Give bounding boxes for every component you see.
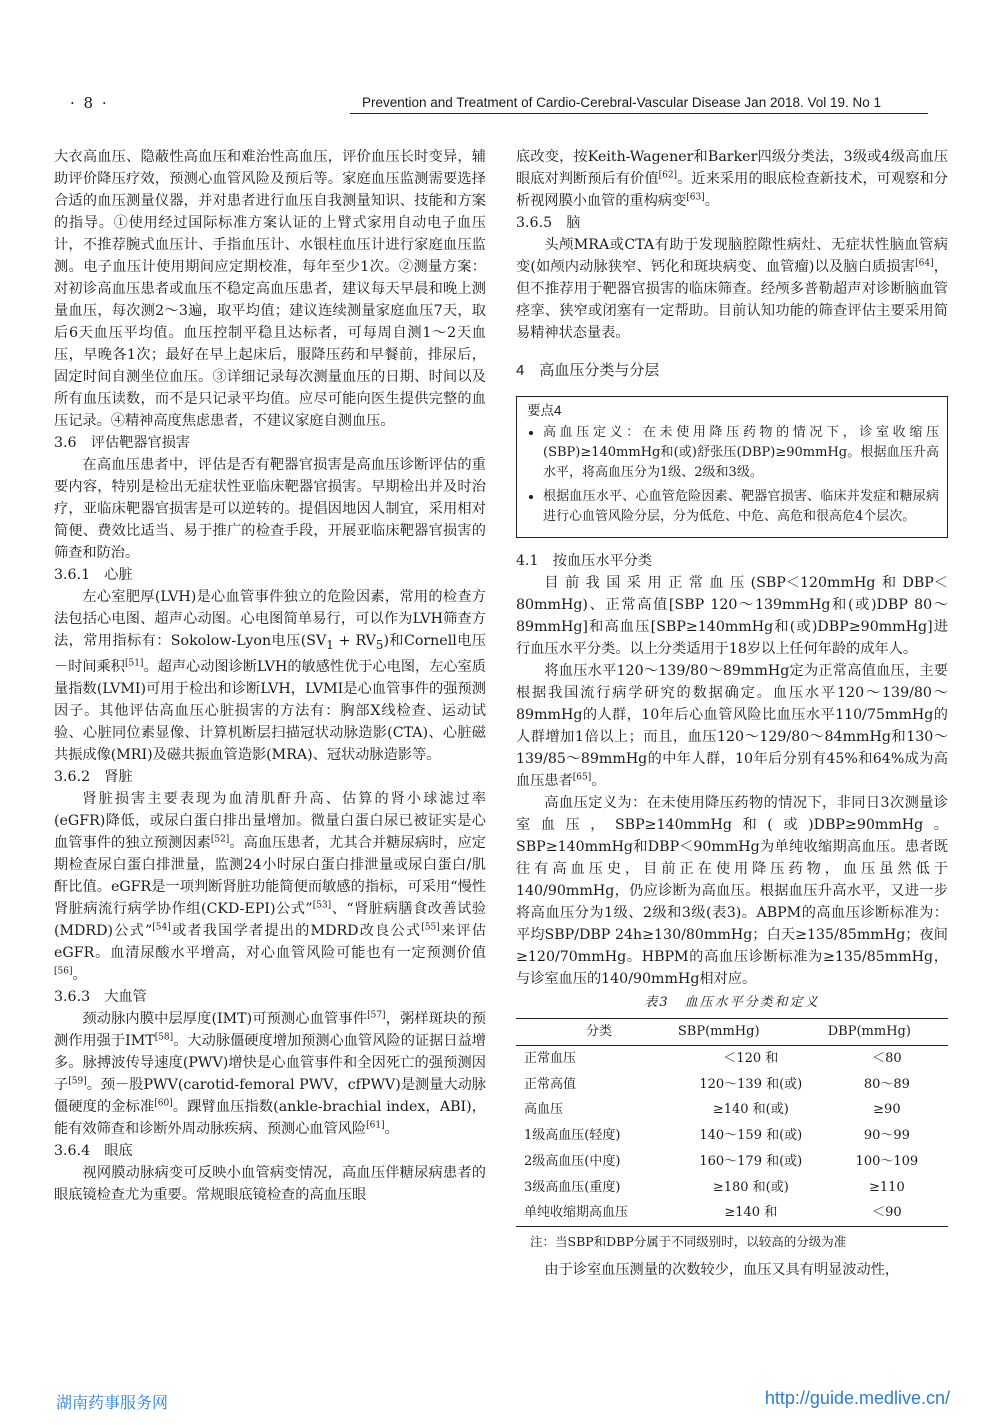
table-cell: 2级高血压(中度) bbox=[524, 1153, 621, 1169]
table-header-row bbox=[516, 1019, 948, 1046]
table-cell: ≥90 bbox=[873, 1102, 901, 1118]
table-row bbox=[516, 1046, 948, 1072]
table-cell: 80～89 bbox=[863, 1076, 910, 1092]
footer-url[interactable]: http://guide.medlive.cn/ bbox=[764, 1388, 950, 1408]
table-cell: 140～159 和(或) bbox=[699, 1128, 803, 1144]
section-3-6-4-heading: 3.6.4 眼底 bbox=[54, 1142, 133, 1159]
table-row bbox=[516, 1175, 948, 1201]
section-3-6-3-heading: 3.6.3 大血管 bbox=[54, 988, 147, 1005]
paragraph-fundus: 视网膜动脉病变可反映小血管病变情况，高血压伴糖尿病患者的眼底镜检查尤为重要。常规眼底镜检查的高血压眼 bbox=[54, 1164, 486, 1203]
section-3-6-5-heading: 3.6.5 脑 bbox=[516, 215, 581, 231]
table-cell: 160～179 和(或) bbox=[699, 1153, 803, 1169]
table-row bbox=[516, 1123, 948, 1149]
footer-watermark-left: 湖南药事服务网 bbox=[56, 1395, 169, 1412]
table-note: 注：当SBP和DBP分属于不同级别时，以较高的分级为准 bbox=[530, 1233, 847, 1249]
table-row bbox=[516, 1097, 948, 1123]
table-caption: 表3 血压水平分类和定义 bbox=[644, 995, 820, 1010]
paragraph-fundus-cont: 底改变，按Keith-Wagener和Barker四级分类法，3级或4级高血压眼底对判断预后有价值[62]。近来采用的眼底检查新技术，可观察和分析视网膜小血管的重构病变[63]。 bbox=[516, 149, 948, 209]
table-cell: ≥140 和(或) bbox=[712, 1102, 789, 1118]
table-cell: ≥140 和 bbox=[676, 1200, 826, 1226]
bp-classification-table bbox=[516, 1018, 948, 1227]
section-3-6-2-heading: 3.6.2 肾脏 bbox=[54, 768, 133, 785]
key-point-item: • 高血压定义：在未使用降压药物的情况下，诊室收缩压(SBP)≥140mmHg和(或)舒张压(DBP)≥90mmHg。根据血压升高水平，将高血压分为1级、2级和3级。 bbox=[543, 423, 939, 483]
table-cell: 单纯收缩期高血压 bbox=[516, 1200, 676, 1226]
paragraph-high-normal: 将血压水平120～139/80～89mmHg定为正常高值血压，主要根据我国流行病学研究的数据确定。血压水平120～139/80～89mmHg的人群，10年后心血管风险比血压水平110/75mmHg的人群增加1倍以上；而且，血压120～129/80～84mmHg和130～139/85～89mmHg的中年人群，10年后分别有45%和64%成为高血压患者[65]。 bbox=[516, 663, 948, 789]
paragraph-hypertension-definition: 高血压定义为：在未使用降压药物的情况下，非同日3次测量诊室血压，SBP≥140mmHg和(或)DBP≥90mmHg。SBP≥140mmHg和DBP＜90mmHg为单纯收缩期高血压。患者既往有高血压史，目前正在使用降压药物，血压虽然低于140/90mmHg，仍应诊断为高血压。根据血压升高水平，又进一步将高血压分为1级、2级和3级(表3)。ABPM的高血压诊断标准为：平均SBP/DBP 24h≥130/80mmHg；白天≥135/85mmHg；夜间≥120/70mmHg。HBPM的高血压诊断标准为≥135/85mmHg，与诊室血压的140/90mmHg相对应。 bbox=[516, 795, 948, 987]
paragraph-brain: 头颅MRA或CTA有助于发现脑腔隙性病灶、无症状性脑血管病变(如颅内动脉狭窄、钙化和斑块病变、血管瘤)以及脑白质损害[64]，但不推荐用于靶器官损害的临床筛查。经颅多普勒超声对诊断脑血管痉挛、狭窄或闭塞有一定帮助。目前认知功能的筛查评估主要采用简易精神状态量表。 bbox=[516, 237, 948, 341]
key-point-item: • 根据血压水平、心血管危险因素、靶器官损害、临床并发症和糖尿病进行心血管风险分层，分为低危、中危、高危和很高危4个层次。 bbox=[543, 487, 939, 527]
paragraph-home-bp: 大衣高血压、隐蔽性高血压和难治性高血压，评价血压长时变异，辅助评价降压疗效，预测心血管风险及预后等。家庭血压监测需要选择合适的血压测量仪器，并对患者进行血压自我测量知识、技能和方案的指导。①使用经过国际标准方案认证的上臂式家用自动电子血压计，不推荐腕式血压计、手指血压计、水银柱血压计进行家庭血压监测。电子血压计使用期间应定期校准，每年至少1次。②测量方案：对初诊高血压患者或血压不稳定高血压患者，建议每天早晨和晚上测量血压，每次测2～3遍，取平均值；建议连续测量家庭血压7天，取后6天血压平均值。血压控制平稳且达标者，可每周自测1～2天血压，早晚各1次；最好在早上起床后，服降压药和早餐前，排尿后，固定时间自测坐位血压。③详细记录每次测量血压的日期、时间以及所有血压读数，而不是只记录平均值。应尽可能向医生提供完整的血压记录。④精神高度焦虑患者，不建议家庭自测血压。 bbox=[54, 149, 486, 429]
table-header-cell: SBP(mmHg) bbox=[676, 1019, 826, 1046]
table-cell: 120～139 和(或) bbox=[699, 1076, 803, 1092]
key-points-box bbox=[516, 396, 948, 538]
page-number: · 8 · bbox=[70, 94, 109, 112]
table-row bbox=[516, 1149, 948, 1175]
table-cell: ≥180 和(或) bbox=[712, 1179, 789, 1195]
section-3-6-1-heading: 3.6.1 心脏 bbox=[54, 567, 133, 583]
table-cell: 高血压 bbox=[524, 1102, 564, 1118]
paragraph-bp-classification: 目前我国采用正常血压(SBP＜120mmHg和DBP＜80mmHg)、正常高值[SBP 120～139mmHg和(或)DBP 80～89mmHg]和高血压[SBP≥140mmHg和(或)DBP≥90mmHg]进行血压水平分类。以上分类适用于18岁以上任何年龄的成年人。 bbox=[516, 575, 948, 657]
table-cell: ＜120 和 bbox=[723, 1051, 779, 1066]
paragraph-kidney: 肾脏损害主要表现为血清肌酐升高、估算的肾小球滤过率(eGFR)降低，或尿白蛋白排出量增加。微量白蛋白尿已被证实是心血管事件的独立预测因素[52]。高血压患者，尤其合并糖尿病时，应定期检查尿白蛋白排泄量，监测24小时尿白蛋白排泄量或尿白蛋白/肌酐比值。eGFR是一项判断肾脏功能简便而敏感的指标，可采用“慢性肾脏病流行病学协作组(CKD-EPI)公式”[53]、“肾脏病膳食改善试验(MDRD)公式”[54]或者我国学者提出的MDRD改良公式[55]来评估eGFR。血清尿酸水平增高，对心血管风险可能也有一定预测价值[56]。 bbox=[54, 790, 487, 983]
table-cell: 90～99 bbox=[863, 1128, 910, 1144]
table-cell: 3级高血压(重度) bbox=[524, 1179, 621, 1195]
key-points-title: 要点4 bbox=[527, 403, 562, 418]
table-cell: 正常高值 bbox=[524, 1076, 577, 1092]
section-4-1-heading: 4.1 按血压水平分类 bbox=[516, 553, 653, 569]
header-rule bbox=[350, 113, 928, 114]
table-cell: 1级高血压(轻度) bbox=[524, 1128, 621, 1144]
running-head: Prevention and Treatment of Cardio-Cerebral-Vascular Disease Jan 2018. Vol 19. No 1 bbox=[362, 95, 882, 110]
table-cell: ＜90 bbox=[826, 1200, 948, 1226]
right-column bbox=[516, 146, 948, 1281]
table-row bbox=[516, 1072, 948, 1098]
table-row bbox=[516, 1200, 948, 1226]
left-column bbox=[54, 146, 486, 1206]
table-cell: 正常血压 bbox=[524, 1051, 577, 1066]
table-header-cell: 分类 bbox=[516, 1019, 676, 1046]
paragraph-large-vessels: 颈动脉内膜中层厚度(IMT)可预测心血管事件[57]，粥样斑块的预测作用强于IMT[58]。大动脉僵硬度增加预测心血管风险的证据日益增多。脉搏波传导速度(PWV)增快是心血管事件和全因死亡的强预测因子[59]。颈－股PWV(carotid-femoral PWV，cfPWV)是测量大动脉僵硬度的金标准[60]。踝臂血压指数(ankle-brachial index，ABI)，能有效筛查和诊断外周动脉疾病、预测心血管风险[61]。 bbox=[54, 1010, 486, 1137]
section-3-6-heading: 3.6 评估靶器官损害 bbox=[54, 435, 191, 451]
paragraph-office-bp: 由于诊室血压测量的次数较少，血压又具有明显波动性， bbox=[544, 1261, 900, 1278]
table-header-cell: DBP(mmHg) bbox=[826, 1019, 948, 1046]
paragraph-target-organ: 在高血压患者中，评估是否有靶器官损害是高血压诊断评估的重要内容，特别是检出无症状性亚临床靶器官损害。早期检出并及时治疗，亚临床靶器官损害是可以逆转的。提倡因地因人制宜，采用相对简便、费效比适当、易于推广的检查手段，开展亚临床靶器官损害的筛查和防治。 bbox=[54, 457, 486, 561]
section-4-heading: 4 高血压分类与分层 bbox=[516, 362, 660, 379]
table-cell: 100～109 bbox=[855, 1153, 919, 1169]
key-points-list bbox=[527, 423, 939, 527]
paragraph-heart: 左心室肥厚(LVH)是心血管事件独立的危险因素，常用的检查方法包括心电图、超声心动图。心电图简单易行，可以作为LVH筛查方法，常用指标有：Sokolow-Lyon电压$(SV_1 + RV_5)$和Cornell电压－时间乘积[51]。超声心动图诊断LVH的敏感性优于心电图，左心室质量指数(LVMI)可用于检出和诊断LVH，LVMI是心血管事件的强预测因子。其他评估高血压心脏损害的方法有：胸部X线检查、运动试验、心脏同位素显像、计算机断层扫描冠状动脉造影(CTA)、心脏磁共振成像(MRI)及磁共振血管造影(MRA)、冠状动脉造影等。 bbox=[54, 589, 486, 763]
table-cell: ≥110 bbox=[869, 1179, 905, 1195]
table-cell: ＜80 bbox=[872, 1051, 902, 1066]
